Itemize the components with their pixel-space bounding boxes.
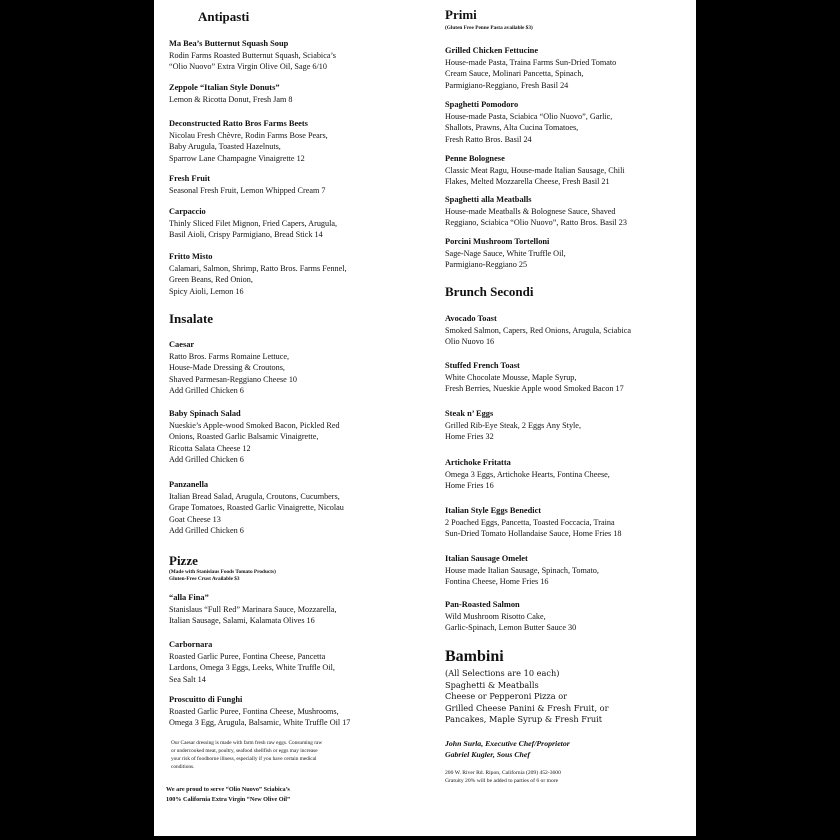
menu-item-description: Home Fries 32 (445, 432, 494, 441)
bambini-line: (All Selections are 10 each) (445, 668, 560, 678)
pizze-note-gluten: Gluten-Free Crust Available $3 (169, 576, 240, 582)
menu-item-name: Carbornara (169, 640, 213, 649)
primi-item (445, 99, 690, 145)
pizze-item (169, 592, 414, 627)
menu-item-description: Omega 3 Egg, Arugula, Balsamic, White Truffle Oil 17 (169, 718, 351, 727)
menu-item-description: Rodin Farms Roasted Butternut Squash, Sciabica’s (169, 50, 336, 60)
section-title-antipasti: Antipasti (198, 9, 250, 24)
menu-item-name: Baby Spinach Salad (169, 409, 241, 418)
menu-item-description: Basil Aioli, Crispy Parmigiano, Bread Stick 14 (169, 230, 323, 239)
menu-item-description: White Chocolate Mousse, Maple Syrup, (445, 372, 577, 382)
menu-item-description: Italian Bread Salad, Arugula, Croutons, Cucumbers, (169, 491, 340, 501)
brunch-item (445, 599, 690, 634)
menu-item-description: Spicy Aioli, Lemon 16 (169, 286, 244, 296)
menu-item-description: Lemon & Ricotta Donut, Fresh Jam 8 (169, 94, 293, 104)
menu-item-description: “Olio Nuovo” Extra Virgin Olive Oil, Sage 6/10 (169, 62, 327, 71)
menu-item-description: Roasted Garlic Puree, Fontina Cheese, Mushrooms, (169, 706, 339, 716)
olio-note-line-1: We are proud to serve “Olio Nuovo” Sciabica’s (166, 786, 290, 793)
antipasti-item (169, 82, 414, 105)
menu-item-description: House-made Pasta, Traina Farms Sun-Dried Tomato (445, 57, 617, 67)
menu-item-name: Penne Bolognese (445, 154, 505, 163)
menu-item-name: Proscuitto di Funghi (169, 695, 243, 704)
menu-item-description: Baby Arugula, Toasted Hazelnuts, (169, 142, 281, 151)
pizze-note-tomato: (Made with Stanislaus Foods Tomato Products) (169, 569, 276, 575)
menu-item-description: Fresh Ratto Bros. Basil 24 (445, 134, 532, 144)
menu-item-description: Ricotta Salata Cheese 12 (169, 443, 251, 453)
footer-address: 200 W. River Rd. Ripon, California (209) 452-3600 (445, 770, 561, 776)
insalate-item (169, 408, 414, 466)
menu-item-name: Pan-Roasted Salmon (445, 600, 520, 609)
menu-item-description: Fontina Cheese, Home Fries 16 (445, 577, 549, 586)
menu-item-description: House-Made Dressing & Croutons, (169, 363, 285, 372)
menu-item-description: Sage-Nage Sauce, White Truffle Oil, (445, 248, 566, 258)
antipasti-item (169, 206, 414, 241)
menu-item-description: Lardons, Omega 3 Eggs, Leeks, White Truffle Oil, (169, 663, 335, 672)
menu-item-description: Shallots, Prawns, Alta Cucina Tomatoes, (445, 123, 579, 132)
menu-item-description: Add Grilled Chicken 6 (169, 455, 244, 464)
menu-item-description: Roasted Garlic Puree, Fontina Cheese, Pancetta (169, 651, 326, 661)
menu-item-description: Calamari, Salmon, Shrimp, Ratto Bros. Farms Fennel, (169, 263, 347, 273)
menu-item-name: Spaghetti Pomodoro (445, 100, 519, 109)
antipasti-item (169, 118, 414, 164)
section-title-brunch: Brunch Secondi (445, 284, 534, 299)
menu-item-description: Add Grilled Chicken 6 (169, 386, 244, 395)
menu-item-name: Ma Bea’s Butternut Squash Soup (169, 39, 289, 48)
menu-item-name: Carpaccio (169, 207, 206, 216)
primi-item (445, 45, 690, 91)
antipasti-item (169, 251, 414, 297)
menu-item-description: Olio Nuovo 16 (445, 337, 495, 346)
menu-item-description: Parmigiano-Reggiano 25 (445, 260, 528, 269)
menu-item-description: Sparrow Lane Champagne Vinaigrette 12 (169, 153, 305, 163)
menu-item-description: Garlic-Spinach, Lemon Butter Sauce 30 (445, 623, 577, 632)
menu-item-description: Fresh Berries, Nueskie Apple wood Smoked Bacon 17 (445, 384, 624, 393)
olio-note-line-2: 100% California Extra Virgin “New Olive Oil” (166, 796, 291, 803)
menu-item-description: Sun-Dried Tomato Hollandaise Sauce, Home Fries 18 (445, 529, 622, 538)
brunch-item (445, 505, 690, 540)
section-title-pizze: Pizze (169, 553, 198, 568)
brunch-item (445, 553, 690, 588)
menu-item-description: House made Italian Sausage, Spinach, Tomato, (445, 565, 599, 575)
menu-item-description: Seasonal Fresh Fruit, Lemon Whipped Cream 7 (169, 185, 326, 195)
bambini-line: Pancakes, Maple Syrup & Fresh Fruit (445, 714, 602, 724)
brunch-item (445, 360, 690, 395)
section-title-primi: Primi (445, 7, 477, 22)
insalate-item (169, 479, 414, 537)
menu-item-name: Avocado Toast (445, 314, 497, 323)
menu-item-description: Home Fries 16 (445, 481, 494, 490)
menu-item-description: Italian Sausage, Salami, Kalamata Olives 16 (169, 616, 315, 625)
menu-item-description: Parmigiano-Reggiano, Fresh Basil 24 (445, 80, 569, 90)
menu-item-name: Italian Sausage Omelet (445, 554, 528, 563)
menu-item-description: Green Beans, Red Onion, (169, 275, 253, 284)
pizze-item (169, 639, 414, 685)
menu-item-name: Artichoke Fritatta (445, 458, 511, 467)
menu-item-description: House-made Meatballs & Bolognese Sauce, Shaved (445, 206, 616, 216)
disclaimer-line-2: or undercooked meat, poultry, seafood shellfish or eggs may increase (171, 748, 318, 754)
brunch-item (445, 408, 690, 443)
menu-item-name: Deconstructed Ratto Bros Farms Beets (169, 119, 308, 128)
primi-note: (Gluten Free Penne Pasta available $3) (445, 25, 533, 31)
credit-sous-chef: Gabriel Kugler, Sous Chef (445, 750, 530, 759)
section-title-bambini: Bambini (445, 648, 504, 665)
menu-item-name: Stuffed French Toast (445, 361, 520, 370)
antipasti-item (169, 38, 414, 73)
footer-gratuity: Gratuity 20% will be added to parties of 6 or more (445, 778, 559, 784)
menu-item-description: Stanislaus “Full Red” Marinara Sauce, Mozzarella, (169, 604, 337, 614)
menu-item-description: Wild Mushroom Risotto Cake, (445, 611, 546, 621)
menu-item-name: Fritto Misto (169, 252, 213, 261)
brunch-item (445, 313, 690, 348)
primi-item (445, 236, 690, 271)
menu-item-name: Italian Style Eggs Benedict (445, 506, 542, 515)
menu-item-description: Thinly Sliced Filet Mignon, Fried Capers, Arugula, (169, 218, 338, 228)
pizze-item (169, 694, 414, 729)
bambini-line: Spaghetti & Meatballs (445, 679, 539, 690)
primi-item (445, 153, 690, 188)
menu-item-description: Cream Sauce, Molinari Pancetta, Spinach, (445, 69, 584, 78)
menu-item-description: Add Grilled Chicken 6 (169, 526, 244, 535)
menu-item-description: Flakes, Melted Mozzarella Cheese, Fresh Basil 21 (445, 177, 610, 186)
menu-item-description: Nueskie’s Apple-wood Smoked Bacon, Pickled Red (169, 420, 340, 430)
menu-item-description: Sea Salt 14 (169, 674, 206, 684)
menu-item-name: Grilled Chicken Fettucine (445, 46, 539, 55)
menu-item-name: Steak n’ Eggs (445, 409, 494, 418)
menu-item-description: 2 Poached Eggs, Pancetta, Toasted Foccacia, Traina (445, 517, 615, 527)
menu-item-description: Omega 3 Eggs, Artichoke Hearts, Fontina Cheese, (445, 469, 610, 479)
menu-item-description: Grilled Rib-Eye Steak, 2 Eggs Any Style, (445, 420, 581, 430)
insalate-item (169, 339, 414, 397)
menu-item-description: Goat Cheese 13 (169, 514, 221, 524)
menu-item-description: Reggiano, Sciabica “Olio Nuovo”, Ratto Bros. Basil 23 (445, 218, 627, 227)
menu-item-description: Grape Tomatoes, Roasted Garlic Vinaigrette, Nicolau (169, 503, 344, 512)
bambini-line: Cheese or Pepperoni Pizza or (445, 691, 568, 701)
menu-item-name: Caesar (169, 340, 195, 349)
bambini-line: Grilled Cheese Panini & Fresh Fruit, or (445, 702, 609, 713)
primi-item (445, 194, 690, 229)
antipasti-item (169, 173, 414, 196)
menu-item-description: Smoked Salmon, Capers, Red Onions, Arugula, Sciabica (445, 325, 632, 335)
menu-item-description: Nicolau Fresh Chèvre, Rodin Farms Bose Pears, (169, 130, 328, 140)
menu-item-name: Fresh Fruit (169, 174, 211, 183)
menu-item-name: Porcini Mushroom Tortelloni (445, 237, 550, 246)
menu-item-description: Classic Meat Ragu, House-made Italian Sausage, Chili (445, 165, 625, 175)
menu-item-name: Panzanella (169, 480, 209, 489)
brunch-item (445, 457, 690, 492)
menu-item-description: Shaved Parmesan-Reggiano Cheese 10 (169, 374, 298, 384)
menu-item-name: Spaghetti alla Meatballs (445, 195, 532, 204)
disclaimer-line-1: Our Caesar dressing is made with farm fresh raw eggs. Consuming raw (171, 740, 323, 746)
menu-item-name: Zeppole “Italian Style Donuts” (169, 83, 280, 92)
menu-item-description: Ratto Bros. Farms Romaine Lettuce, (169, 351, 290, 361)
menu-item-description: House-made Pasta, Sciabica “Olio Nuovo”, Garlic, (445, 111, 613, 121)
credit-executive-chef: John Surla, Executive Chef/Proprietor (445, 739, 570, 748)
menu-item-description: Onions, Roasted Garlic Balsamic Vinaigrette, (169, 432, 319, 441)
menu-page (154, 0, 696, 836)
disclaimer-line-4: conditions. (171, 764, 195, 770)
menu-item-name: “alla Fina” (169, 593, 209, 602)
disclaimer-line-3: your risk of foodborne illness, especially if you have certain medical (171, 756, 317, 762)
section-title-insalate: Insalate (169, 311, 214, 326)
